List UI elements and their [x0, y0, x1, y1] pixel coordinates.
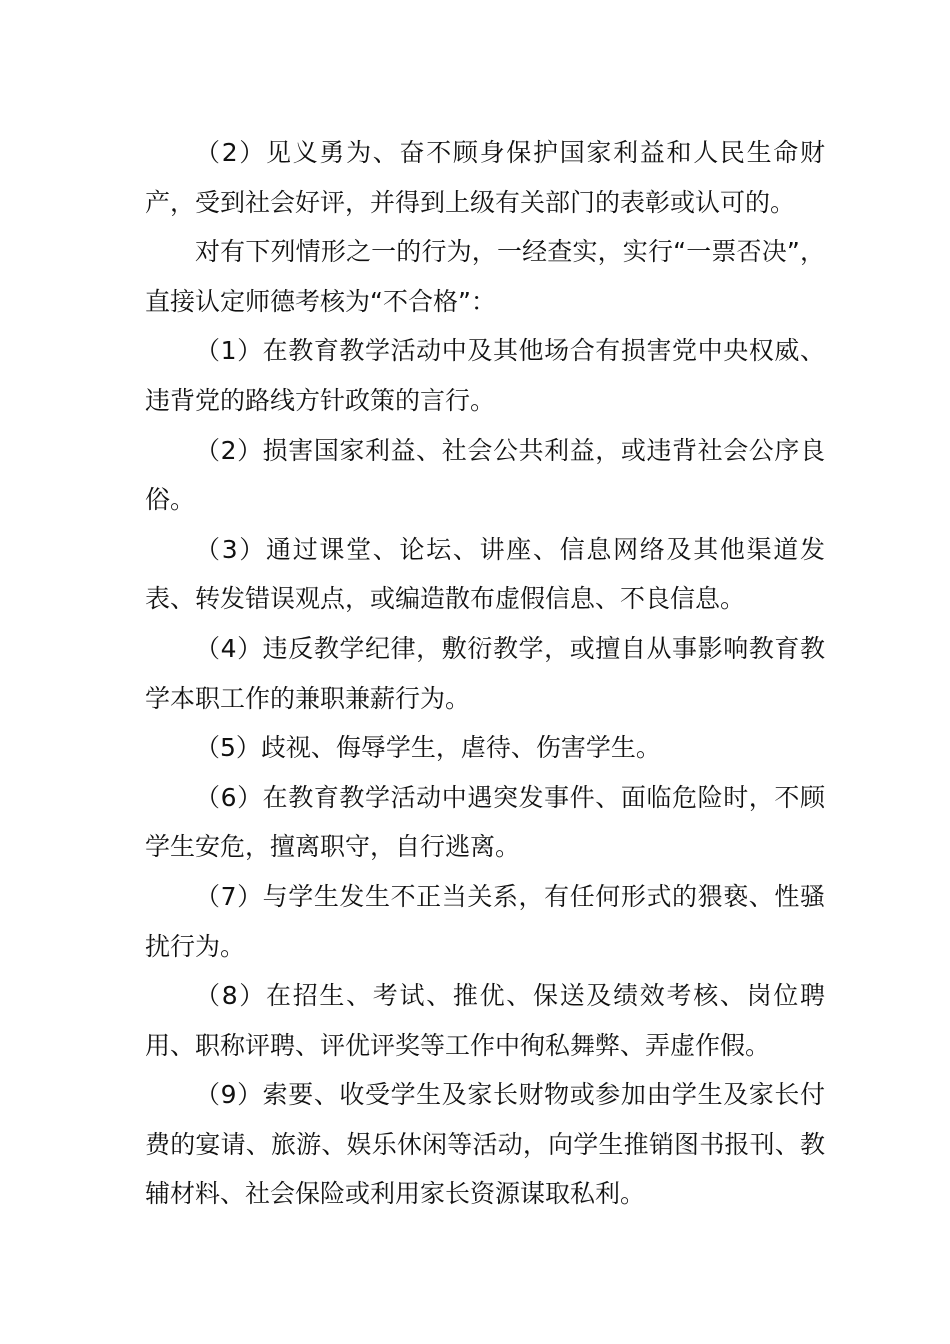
paragraph-veto-2: （2）损害国家利益、社会公共利益，或违背社会公序良俗。 — [145, 435, 825, 515]
paragraph-commendation-2: （2）见义勇为、奋不顾身保护国家利益和人民生命财产，受到社会好评，并得到上级有关部门的表彰或认可的。 — [145, 138, 825, 217]
paragraph-veto-5: （5）歧视、侮辱学生，虐待、伤害学生。 — [195, 733, 661, 763]
paragraph-veto-6: （6）在教育教学活动中遇突发事件、面临危险时，不顾学生安危，擅离职守，自行逃离。 — [145, 782, 825, 862]
paragraph-veto-9: （9）索要、收受学生及家长财物或参加由学生及家长付费的宴请、旅游、娱乐休闲等活动，向学生推销图书报刊、教辅材料、社会保险或利用家长资源谋取私利。 — [145, 1080, 825, 1209]
paragraph-veto-3: （3）通过课堂、论坛、讲座、信息网络及其他渠道发表、转发错误观点，或编造散布虚假信息、不良信息。 — [145, 534, 825, 614]
document-body — [145, 128, 825, 1219]
paragraph-veto-7: （7）与学生发生不正当关系，有任何形式的猥亵、性骚扰行为。 — [145, 881, 825, 961]
paragraph-veto-8: （8）在招生、考试、推优、保送及绩效考核、岗位聘用、职称评聘、评优评奖等工作中徇私舞弊、弄虚作假。 — [145, 981, 825, 1060]
paragraph-veto-4: （4）违反教学纪律，敷衍教学，或擅自从事影响教育教学本职工作的兼职兼薪行为。 — [145, 633, 825, 713]
paragraph-veto-1: （1）在教育教学活动中及其他场合有损害党中央权威、违背党的路线方针政策的言行。 — [145, 336, 825, 415]
paragraph-veto-intro: 对有下列情形之一的行为，一经查实，实行“一票否决”，直接认定师德考核为“不合格”： — [145, 237, 825, 316]
